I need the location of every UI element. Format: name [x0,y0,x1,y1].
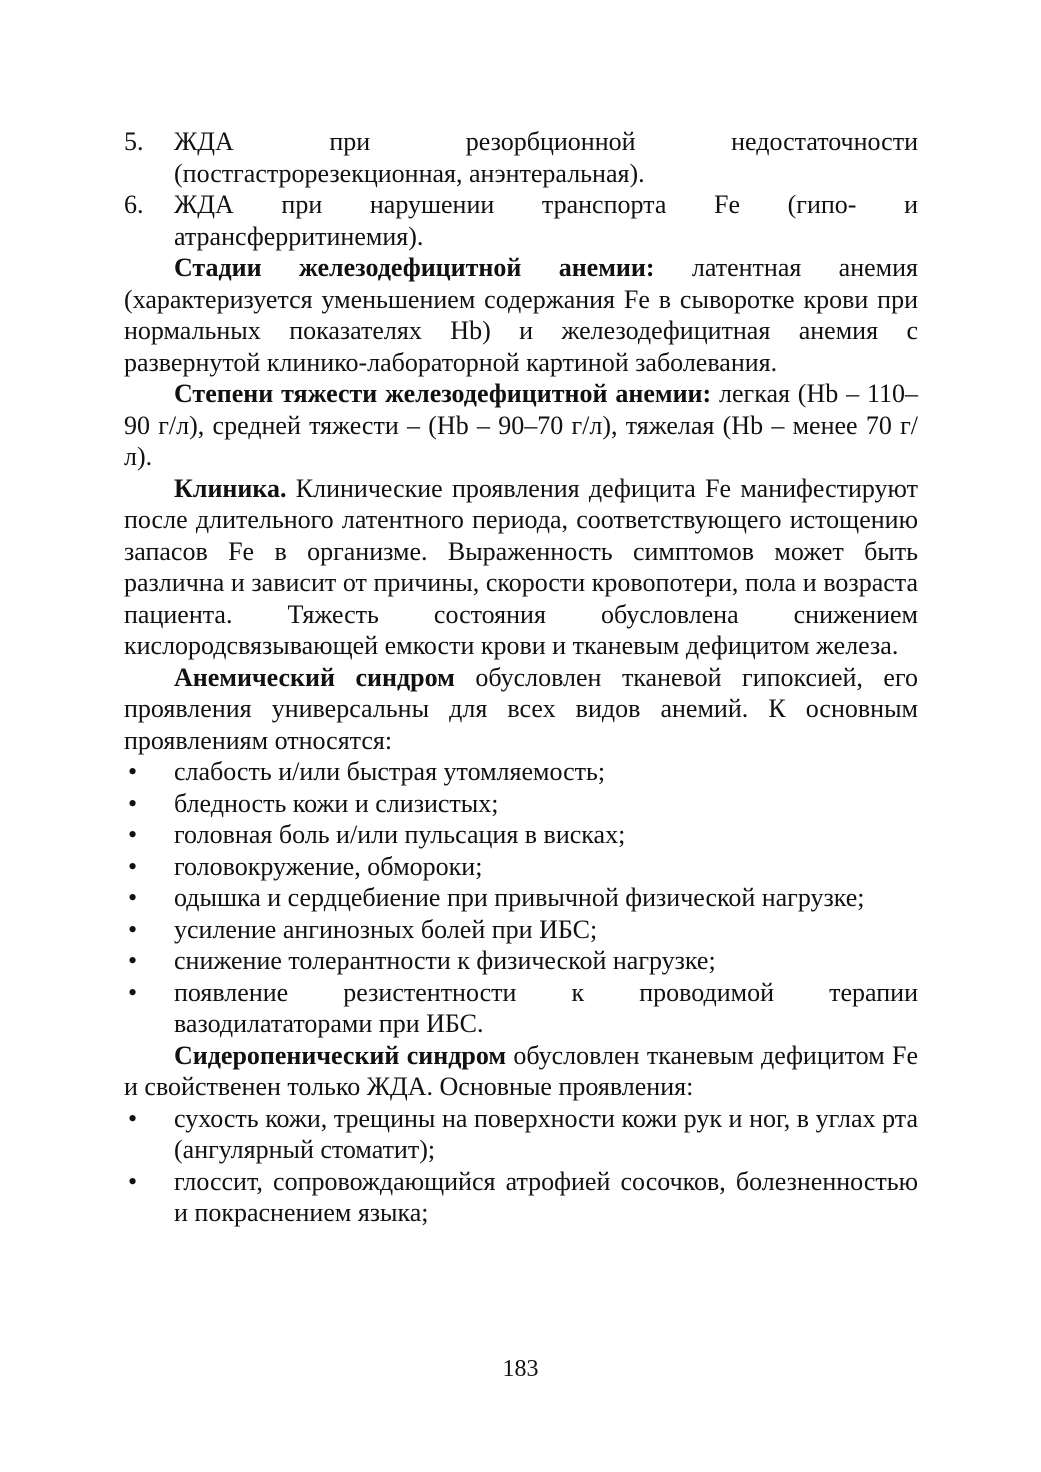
clinic-paragraph [124,473,918,662]
list-item-text: сухость кожи, трещины на поверхности кожи рук и ног, в углах рта (ангулярный стоматит); [174,1103,918,1164]
page-number: 183 [502,1356,539,1382]
anemic-heading: Анемический синдром [174,662,455,692]
list-item [124,756,918,788]
bullet-icon: • [128,977,138,1007]
list-item [124,945,918,977]
bullet-icon: • [128,946,138,975]
bullet-icon: • [128,820,138,849]
clinic-heading: Клиника. [174,473,287,503]
bullet-icon: • [128,883,138,912]
item-text: ЖДА при нарушении транспорта Fe (гипо- и атрансферритинемия). [174,190,918,251]
numbered-item-5 [124,126,918,189]
stages-text: латентная анемия (характеризуется уменьшением содержания Fe в сыворотке крови при нормальных показателях Hb) и железодефицитная анемия с развернутой клинико-лабораторной картиной заболевания. [124,253,918,377]
item-number: 5. [124,127,144,156]
list-item-text: одышка и сердцебиение при привычной физической нагрузке; [174,883,865,912]
anemic-paragraph [124,662,918,757]
list-item-text: головная боль и/или пульсация в висках; [174,820,626,849]
bullet-icon: • [128,851,138,881]
list-item [124,882,918,914]
page-body [124,126,918,1229]
severity-heading: Степени тяжести железодефицитной анемии: [174,379,712,408]
list-item [124,1166,918,1229]
list-item-text: слабость и/или быстрая утомляемость; [174,757,606,786]
list-item-text: появление резистентности к проводимой терапии вазодилататорами при ИБС. [174,977,918,1038]
stages-heading: Стадии железодефицитной анемии: [174,253,655,282]
list-item [124,819,918,851]
sidero-text: обусловлен тканевым дефицитом Fe и свойственен только ЖДА. Основные проявления: [124,1040,918,1101]
list-item-text: бледность кожи и слизистых; [174,788,499,818]
sidero-paragraph [124,1040,918,1103]
anemic-bullet-list [124,756,918,1040]
sidero-bullet-list [124,1103,918,1229]
list-item [124,1103,918,1166]
bullet-icon: • [128,1166,138,1196]
severity-text: легкая (Hb – 110–90 г/л), средней тяжести – (Hb – 90–70 г/л), тяжелая (Hb – менее 70 г/л). [124,379,918,471]
clinic-text: Клинические проявления дефицита Fe манифестируют после длительного латентного периода, соответствующего истощению запасов Fe в организме. Выраженность симптомов может быть различна и зависит от причины, скорости кровопотери, пола и возраста пациента. Тяжесть состояния обусловлена снижением кислородсвязывающей емкости крови и тканевым дефицитом железа. [124,473,918,660]
stages-paragraph [124,252,918,378]
anemic-text: обусловлен тканевой гипоксией, его проявления универсальны для всех видов анемий. К основным проявлениям относятся: [124,662,918,755]
bullet-icon: • [128,788,138,818]
item-text: ЖДА при резорбционной недостаточности (постгастрорезекционная, анэнтеральная). [174,127,918,188]
bullet-icon: • [128,914,138,944]
list-item-text: усиление ангинозных болей при ИБС; [174,914,598,944]
list-item-text: глоссит, сопровождающийся атрофией сосочков, болезненностью и покраснением языка; [174,1166,918,1227]
list-item-text: снижение толерантности к физической нагрузке; [174,946,716,975]
list-item [124,977,918,1040]
list-item [124,788,918,820]
severity-paragraph [124,378,918,473]
list-item [124,914,918,946]
item-number: 6. [124,190,144,219]
bullet-icon: • [128,1103,138,1133]
list-item-text: головокружение, обмороки; [174,851,483,881]
sidero-heading: Сидеропенический синдром [174,1040,507,1070]
bullet-icon: • [128,757,138,786]
numbered-item-6 [124,189,918,252]
list-item [124,851,918,883]
